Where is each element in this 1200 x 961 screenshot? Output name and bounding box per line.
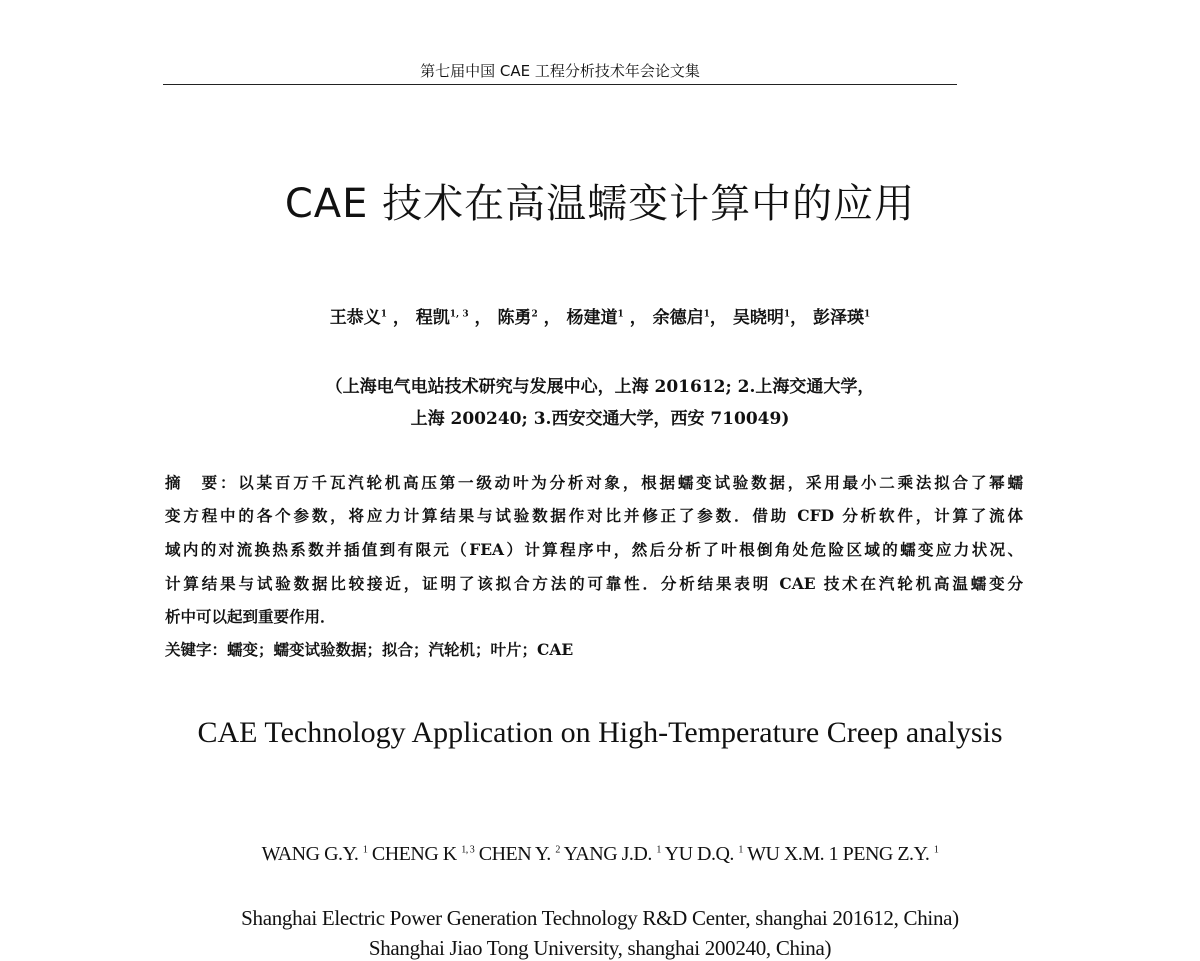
- abstract-text: 以某百万千瓦汽轮机高压第一级动叶为分析对象，根据蠕变试验数据，采用最小二乘法拟合了幂蠕: [238, 473, 1023, 492]
- author-affiliation-mark: 1, 3: [461, 844, 475, 856]
- author-affiliation-mark: 1: [617, 309, 624, 320]
- paper-title-en: CAE Technology Application on High-Temperature Creep analysis: [197, 716, 1003, 749]
- author: CHEN Y.: [478, 843, 551, 865]
- author-affiliation-mark: 2: [531, 309, 538, 320]
- author: 彭泽瑛: [813, 308, 865, 328]
- author-affiliation-mark: 1: [933, 844, 939, 856]
- author: 王恭义: [329, 308, 381, 328]
- author-affiliation-mark: 1: [864, 309, 871, 320]
- affiliation-zh-line: （上海电气电站技术研究与发展中心，上海 201612; 2.上海交通大学，: [325, 377, 875, 397]
- author-list-zh: 王恭义$^1$ ， 程凯$^{1, 3}$ ， 陈勇$^2$ ， 杨建道$^1$ ， 余德启$^1$， 吴晓明$^1$， 彭泽瑛$^1$: [329, 308, 871, 328]
- author-affiliation-mark: 1, 3: [449, 309, 469, 320]
- affiliation-en-line: Shanghai Jiao Tong University, shanghai 200240, China): [368, 936, 832, 960]
- author: 程凯: [415, 308, 450, 328]
- author-affiliation-mark: 1: [783, 309, 791, 320]
- author: PENG Z.Y.: [842, 843, 930, 865]
- abstract-line: [165, 471, 1023, 493]
- author-affiliation-mark: 1: [362, 844, 368, 856]
- abstract-line: 变方程中的各个参数，将应力计算结果与试验数据作对比并修正了参数．借助 CFD 分析软件，计算了流体: [165, 506, 1023, 525]
- author: YU D.Q.: [664, 843, 734, 865]
- author: WU X.M. 1: [747, 843, 839, 865]
- author-affiliation-mark: 1: [380, 309, 387, 320]
- author: 余德启: [652, 308, 704, 328]
- abstract-line: 域内的对流换热系数并插值到有限元（FEA）计算程序中，然后分析了叶根倒角处危险区域的蠕变应力状况、: [165, 540, 1023, 559]
- author-list-en: [0, 843, 1200, 866]
- abstract-label: 摘 要：: [165, 473, 239, 492]
- affiliation-zh-line: 上海 200240; 3.西安交通大学，西安 710049): [410, 409, 790, 429]
- paper-title-zh: CAE 技术在高温蠕变计算中的应用: [284, 181, 916, 227]
- keywords-zh: [165, 638, 1023, 660]
- author-affiliation-mark: 1: [656, 844, 661, 856]
- author: 杨建道: [566, 308, 618, 328]
- keywords-label: 关键字：: [165, 640, 228, 659]
- author: 陈勇: [497, 308, 532, 328]
- author-affiliation-mark: 1: [703, 309, 710, 320]
- author-affiliation-mark: 2: [555, 844, 560, 856]
- affiliation-en-line: Shanghai Electric Power Generation Technology R&D Center, shanghai 201612, China): [241, 906, 959, 930]
- abstract-line: 计算结果与试验数据比较接近，证明了该拟合方法的可靠性．分析结果表明 CAE 技术在汽轮机高温蠕变分: [165, 574, 1023, 593]
- abstract-line: 析中可以起到重要作用．: [165, 607, 336, 626]
- author-affiliation-mark: 1: [738, 844, 743, 856]
- author: YANG J.D.: [563, 843, 652, 865]
- running-header: 第七届中国 CAE 工程分析技术年会论文集: [420, 62, 700, 80]
- author: CHENG K: [371, 843, 457, 865]
- author: WANG G.Y.: [261, 843, 359, 865]
- header-rule: [163, 84, 957, 85]
- author: 吴晓明: [732, 308, 784, 328]
- keywords-text: 蠕变；蠕变试验数据；拟合；汽轮机；叶片；CAE: [227, 640, 574, 659]
